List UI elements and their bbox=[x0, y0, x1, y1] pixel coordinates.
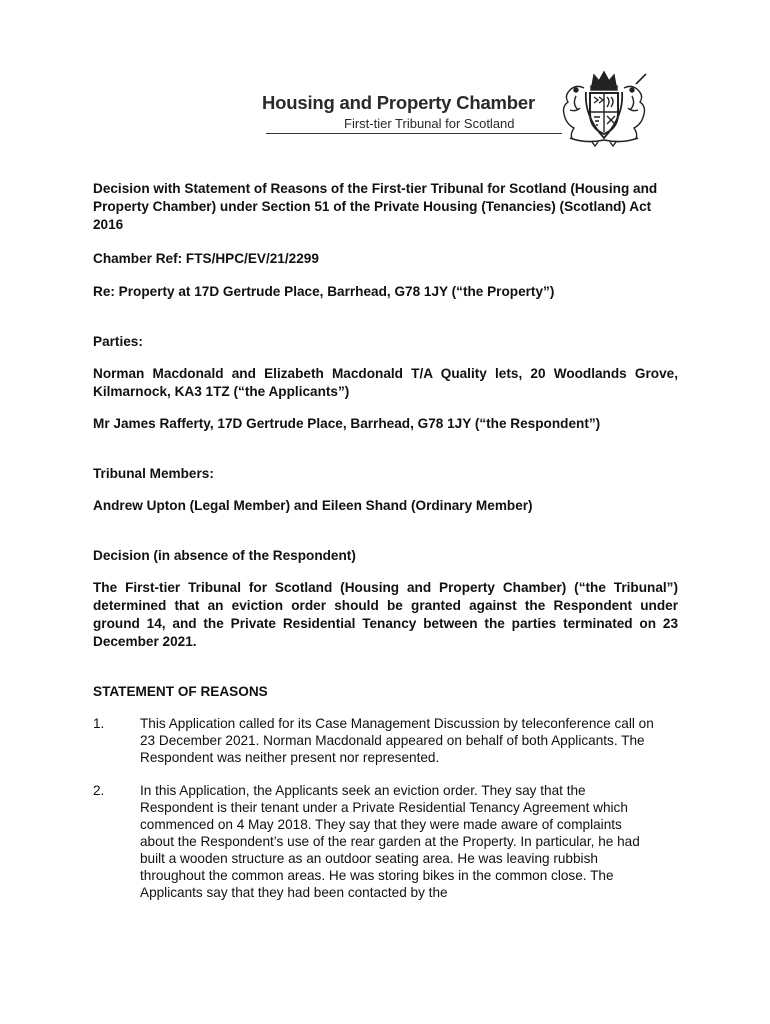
royal-coat-of-arms-icon bbox=[556, 66, 652, 148]
decision-text: The First-tier Tribunal for Scotland (Housing and Property Chamber) (“the Tribunal”) determined that an eviction order should be granted against the Respondent under ground 14, and the Private Residential Tenancy between the parties terminated on 23 December 2021. bbox=[93, 580, 678, 649]
statement-paragraph-2 bbox=[93, 782, 678, 901]
statement-paragraph-1 bbox=[93, 715, 678, 766]
header-rule bbox=[266, 133, 562, 134]
paragraph-text: This Application called for its Case Management Discussion by teleconference call on 23 December 2021. Norman Macdonald appeared on behalf of both Applicants. The Respondent was neither present nor represented. bbox=[140, 716, 654, 765]
document-body bbox=[93, 180, 678, 901]
tribunal-members: Andrew Upton (Legal Member) and Eileen Shand (Ordinary Member) bbox=[93, 498, 533, 513]
org-subtitle: First-tier Tribunal for Scotland bbox=[344, 116, 515, 131]
letterhead bbox=[262, 66, 672, 148]
respondent: Mr James Rafferty, 17D Gertrude Place, Barrhead, G78 1JY (“the Respondent”) bbox=[93, 416, 601, 431]
paragraph-number: 1. bbox=[93, 716, 105, 731]
decision-title: Decision with Statement of Reasons of the First-tier Tribunal for Scotland (Housing and Property Chamber) under Section 51 of the Private Housing (Tenancies) (Scotland) Act 2016 bbox=[93, 181, 658, 232]
tribunal-members-heading: Tribunal Members: bbox=[93, 466, 214, 481]
property-reference: Re: Property at 17D Gertrude Place, Barrhead, G78 1JY (“the Property”) bbox=[93, 284, 555, 299]
paragraph-text: In this Application, the Applicants seek an eviction order. They say that the Respondent is their tenant under a Private Residential Tenancy Agreement which commenced on 4 May 2018. They say that they were made aware of complaints about the Respondent’s use of the rear garden at the Property. In particular, he had built a wooden structure as an outdoor seating area. He was leaving rubbish throughout the common areas. He was storing bikes in the common close. The Applicants say that they had been contacted by the bbox=[140, 783, 640, 900]
applicants: Norman Macdonald and Elizabeth Macdonald T/A Quality lets, 20 Woodlands Grove, Kilmarnock, KA3 1TZ (“the Applicants”) bbox=[93, 366, 678, 399]
parties-heading: Parties: bbox=[93, 334, 143, 349]
org-name: Housing and Property Chamber bbox=[262, 92, 535, 113]
statement-heading: STATEMENT OF REASONS bbox=[93, 684, 268, 699]
paragraph-number: 2. bbox=[93, 783, 105, 798]
decision-heading: Decision (in absence of the Respondent) bbox=[93, 548, 356, 563]
chamber-ref: Chamber Ref: FTS/HPC/EV/21/2299 bbox=[93, 251, 319, 266]
